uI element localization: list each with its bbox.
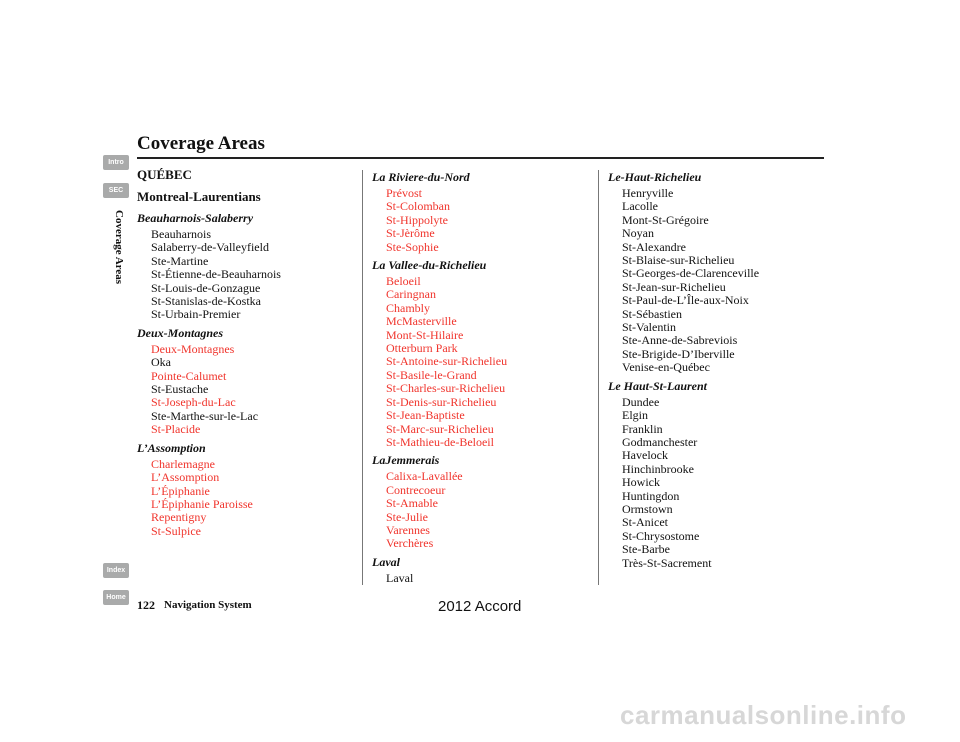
city-contrecoeur-link[interactable]: Contrecoeur [386, 482, 446, 497]
city-otterburn-park-link[interactable]: Otterburn Park [386, 341, 458, 356]
city-dundee: Dundee [622, 394, 660, 409]
city-st-eustache: St-Eustache [151, 382, 209, 397]
city-list [372, 187, 507, 254]
city-ste-julie-link[interactable]: Ste-Julie [386, 509, 428, 524]
city-st-jean-baptiste-link[interactable]: St-Jean-Baptiste [386, 408, 465, 423]
city-beauharnois: Beauharnois [151, 227, 211, 241]
county-heading-laval: Laval [372, 554, 400, 569]
city-st-etienne-de-beauharnois: St-Étienne-de-Beauharnois [151, 267, 281, 282]
city-oka: Oka [151, 355, 171, 370]
page-number: 122 [137, 598, 155, 612]
city-varennes-link[interactable]: Varennes [386, 522, 430, 537]
title-rule [137, 157, 824, 159]
home-tab[interactable]: Home [103, 590, 129, 605]
city-havelock: Havelock [622, 448, 668, 463]
city-ste-anne-de-sabreviois: Ste-Anne-de-Sabreviois [622, 333, 738, 348]
city-l-epiphanie-link[interactable]: L’Épiphanie [151, 483, 210, 498]
province-heading: QUÉBEC [137, 167, 192, 182]
city-franklin: Franklin [622, 421, 663, 436]
city-st-amable-link[interactable]: St-Amable [386, 496, 438, 511]
model-label: 2012 Accord [438, 598, 522, 615]
county-heading-deux-montagnes: Deux-Montagnes [137, 325, 224, 340]
city-st-basile-le-grand-link[interactable]: St-Basile-le-Grand [386, 367, 477, 382]
city-st-georges-de-clarenceville: St-Georges-de-Clarenceville [622, 266, 760, 281]
city-st-placide-link[interactable]: St-Placide [151, 422, 201, 437]
city-elgin: Elgin [622, 408, 648, 423]
city-list [372, 572, 507, 585]
county-heading-beauharnois-salaberry: Beauharnois-Salaberry [137, 211, 254, 225]
city-st-mathieu-de-beloeil-link[interactable]: St-Mathieu-de-Beloeil [386, 434, 494, 449]
watermark: carmanualsonline.info [620, 700, 907, 730]
city-ste-sophie-link[interactable]: Ste-Sophie [386, 239, 439, 254]
city-mont-st-gregoire: Mont-St-Grégoire [622, 212, 709, 227]
city-caringnan-link[interactable]: Caringnan [386, 287, 436, 302]
city-charlemagne-link[interactable]: Charlemagne [151, 456, 215, 471]
county-heading-lajemmerais: LaJemmerais [372, 453, 440, 468]
city-st-joseph-du-lac-link[interactable]: St-Joseph-du-Lac [151, 395, 236, 410]
city-salaberry-de-valleyfield: Salaberry-de-Valleyfield [151, 240, 269, 255]
city-st-blaise-sur-richelieu: St-Blaise-sur-Richelieu [622, 253, 735, 268]
city-st-marc-sur-richelieu-link[interactable]: St-Marc-sur-Richelieu [386, 421, 494, 436]
city-deux-montagnes-link[interactable]: Deux-Montagnes [151, 341, 235, 356]
column-3 [608, 167, 759, 574]
city-ste-barbe: Ste-Barbe [622, 542, 670, 557]
city-st-sulpice-link[interactable]: St-Sulpice [151, 523, 201, 538]
city-st-anicet: St-Anicet [622, 515, 668, 530]
county-heading-le-haut-st-laurent: Le Haut-St-Laurent [608, 378, 708, 393]
city-st-alexandre: St-Alexandre [622, 239, 686, 254]
county-heading-le-haut-richelieu: Le-Haut-Richelieu [608, 170, 702, 184]
city-henryville: Henryville [622, 186, 674, 200]
city-st-jean-sur-richelieu: St-Jean-sur-Richelieu [622, 279, 726, 294]
city-list [372, 470, 507, 550]
city-ste-marthe-sur-le-lac: Ste-Marthe-sur-le-Lac [151, 408, 259, 423]
region-heading: Montreal-Laurentians [137, 189, 261, 204]
city-chambly-link[interactable]: Chambly [386, 300, 430, 315]
city-st-stanislas-de-kostka: St-Stanislas-de-Kostka [151, 294, 261, 309]
city-list [137, 228, 281, 322]
city-vercheres-link[interactable]: Verchères [386, 536, 434, 551]
city-l-assomption-link[interactable]: L’Assomption [151, 470, 220, 485]
city-ste-brigide-d-iberville: Ste-Brigide-D’Iberville [622, 346, 735, 361]
city-godmanchester: Godmanchester [622, 434, 698, 449]
city-st-colomban-link[interactable]: St-Colomban [386, 199, 451, 214]
city-list [608, 396, 759, 570]
city-st-urbain-premier: St-Urbain-Premier [151, 307, 241, 322]
sec-tab[interactable]: SEC [103, 183, 129, 198]
county-heading-l-assomption: L’Assomption [137, 440, 206, 455]
city-ormstown: Ormstown [622, 501, 673, 516]
city-venise-en-quebec: Venise-en-Québec [622, 360, 710, 375]
city-list [372, 275, 507, 449]
column-2 [372, 167, 507, 589]
city-st-sebastien: St-Sébastien [622, 306, 682, 321]
city-st-denis-sur-richelieu-link[interactable]: St-Denis-sur-Richelieu [386, 394, 497, 409]
city-list [608, 187, 759, 375]
city-noyan: Noyan [622, 226, 654, 241]
county-heading-la-vallee-du-richelieu: La Vallee-du-Richelieu [372, 258, 487, 273]
city-list [137, 343, 281, 437]
city-st-antoine-sur-richelieu-link[interactable]: St-Antoine-sur-Richelieu [386, 354, 508, 369]
city-laval: Laval [386, 570, 414, 585]
page-title: Coverage Areas [137, 133, 265, 154]
city-l-epiphanie-paroisse-link[interactable]: L’Épiphanie Paroisse [151, 496, 253, 511]
city-st-hippolyte-link[interactable]: St-Hippolyte [386, 212, 448, 227]
city-ste-martine: Ste-Martine [151, 253, 209, 268]
county-heading-la-riviere-du-nord: La Riviere-du-Nord [372, 170, 470, 184]
city-st-jerome-link[interactable]: St-Jèrôme [386, 226, 435, 241]
city-mcmasterville-link[interactable]: McMasterville [386, 314, 457, 329]
index-tab[interactable]: Index [103, 563, 129, 578]
column-1 [137, 167, 281, 542]
city-st-charles-sur-richelieu-link[interactable]: St-Charles-sur-Richelieu [386, 381, 506, 396]
city-hinchinbrooke: Hinchinbrooke [622, 461, 694, 476]
city-lacolle: Lacolle [622, 199, 658, 214]
city-st-louis-de-gonzague: St-Louis-de-Gonzague [151, 280, 261, 295]
city-list [137, 458, 281, 538]
city-prevost-link[interactable]: Prévost [386, 186, 422, 200]
city-st-paul-de-l-ile-aux-noix: St-Paul-de-L’Île-aux-Noix [622, 293, 749, 308]
side-section-label: Coverage Areas [113, 210, 125, 285]
city-beloeil-link[interactable]: Beloeil [386, 274, 421, 289]
city-repentigny-link[interactable]: Repentigny [151, 510, 207, 525]
city-mont-st-hilaire-link[interactable]: Mont-St-Hilaire [386, 327, 464, 342]
city-pointe-calumet-link[interactable]: Pointe-Calumet [151, 368, 227, 383]
intro-tab[interactable]: Intro [103, 155, 129, 170]
column-divider [362, 170, 363, 585]
footer-label: Navigation System [164, 599, 252, 611]
city-howick: Howick [622, 475, 660, 490]
city-tres-st-sacrement: Très-St-Sacrement [622, 555, 712, 570]
city-calixa-lavallee-link[interactable]: Calixa-Lavallée [386, 469, 463, 484]
city-st-valentin: St-Valentin [622, 320, 676, 335]
column-divider [598, 170, 599, 585]
city-huntingdon: Huntingdon [622, 488, 680, 503]
city-st-chrysostome: St-Chrysostome [622, 528, 700, 543]
